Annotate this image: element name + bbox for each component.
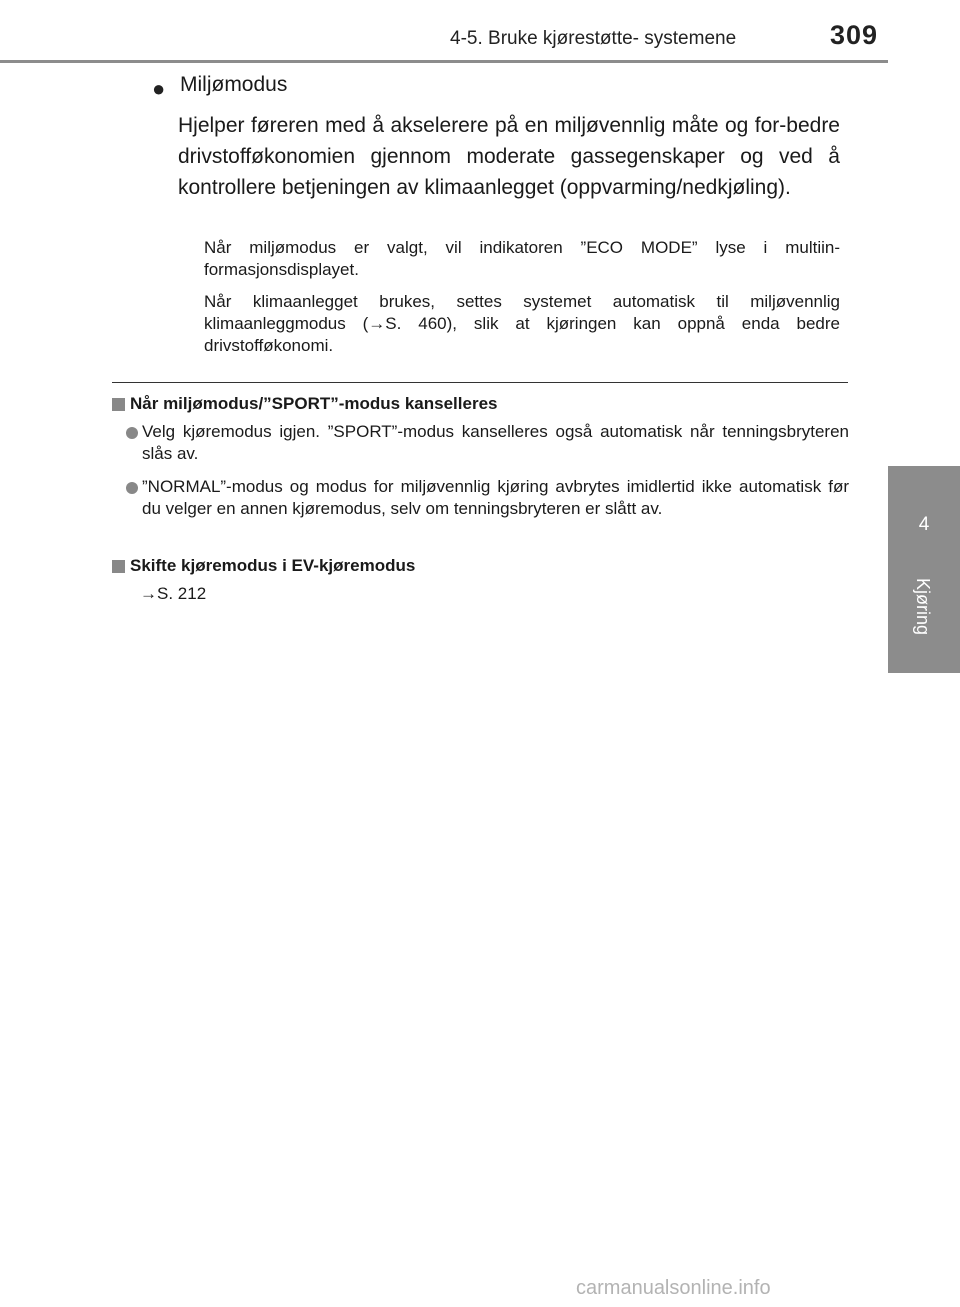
feature-note: Når miljømodus er valgt, vil indikatoren ”ECO MODE” lyse i multiin-formasjonsdisplayet. bbox=[204, 238, 840, 279]
section-heading: Når miljømodus/”SPORT”-modus kanselleres bbox=[130, 394, 498, 413]
page-number: 309 bbox=[830, 20, 879, 50]
chapter-number: 4 bbox=[918, 514, 930, 535]
circle-bullet-icon bbox=[126, 482, 138, 494]
list-item: ”NORMAL”-modus og modus for miljøvennlig kjøring avbrytes imidlertid ikke automatisk før du velger en annen kjøremodus, selv om tenningsbryteren er slått av. bbox=[142, 477, 849, 518]
section-heading: Skifte kjøremodus i EV-kjøremodus bbox=[130, 556, 416, 575]
feature-note: Når klimaanlegget brukes, settes systemet automatisk til miljøvennlig klimaanleggmodus (→S. 460), slik at kjøringen kan oppnå enda bedre drivstofføkonomi. bbox=[204, 292, 840, 355]
chapter-label: Kjøring bbox=[913, 578, 933, 636]
header-section-title: 4-5. Bruke kjørestøtte- systemene bbox=[450, 28, 737, 49]
feature-title: Miljømodus bbox=[180, 73, 288, 96]
feature-description: Hjelper føreren med å akselerere på en miljøvennlig måte og for-bedre drivstofføkonomien gjennom moderate gassegenskaper og ved å kontrollere betjeningen av klimaanlegget (oppvarming/nedkjøling). bbox=[178, 114, 840, 199]
bullet-icon: ● bbox=[152, 76, 166, 101]
square-bullet-icon bbox=[112, 560, 125, 573]
list-item: Velg kjøremodus igjen. ”SPORT”-modus kanselleres også automatisk når tenningsbryteren slås av. bbox=[142, 422, 849, 463]
square-bullet-icon bbox=[112, 398, 125, 411]
header-divider bbox=[0, 60, 888, 63]
watermark: carmanualsonline.info bbox=[576, 1277, 771, 1299]
chapter-tab[interactable] bbox=[888, 466, 960, 673]
page-reference-link[interactable]: →S. 212 bbox=[140, 584, 207, 603]
circle-bullet-icon bbox=[126, 427, 138, 439]
section-divider bbox=[112, 382, 848, 383]
